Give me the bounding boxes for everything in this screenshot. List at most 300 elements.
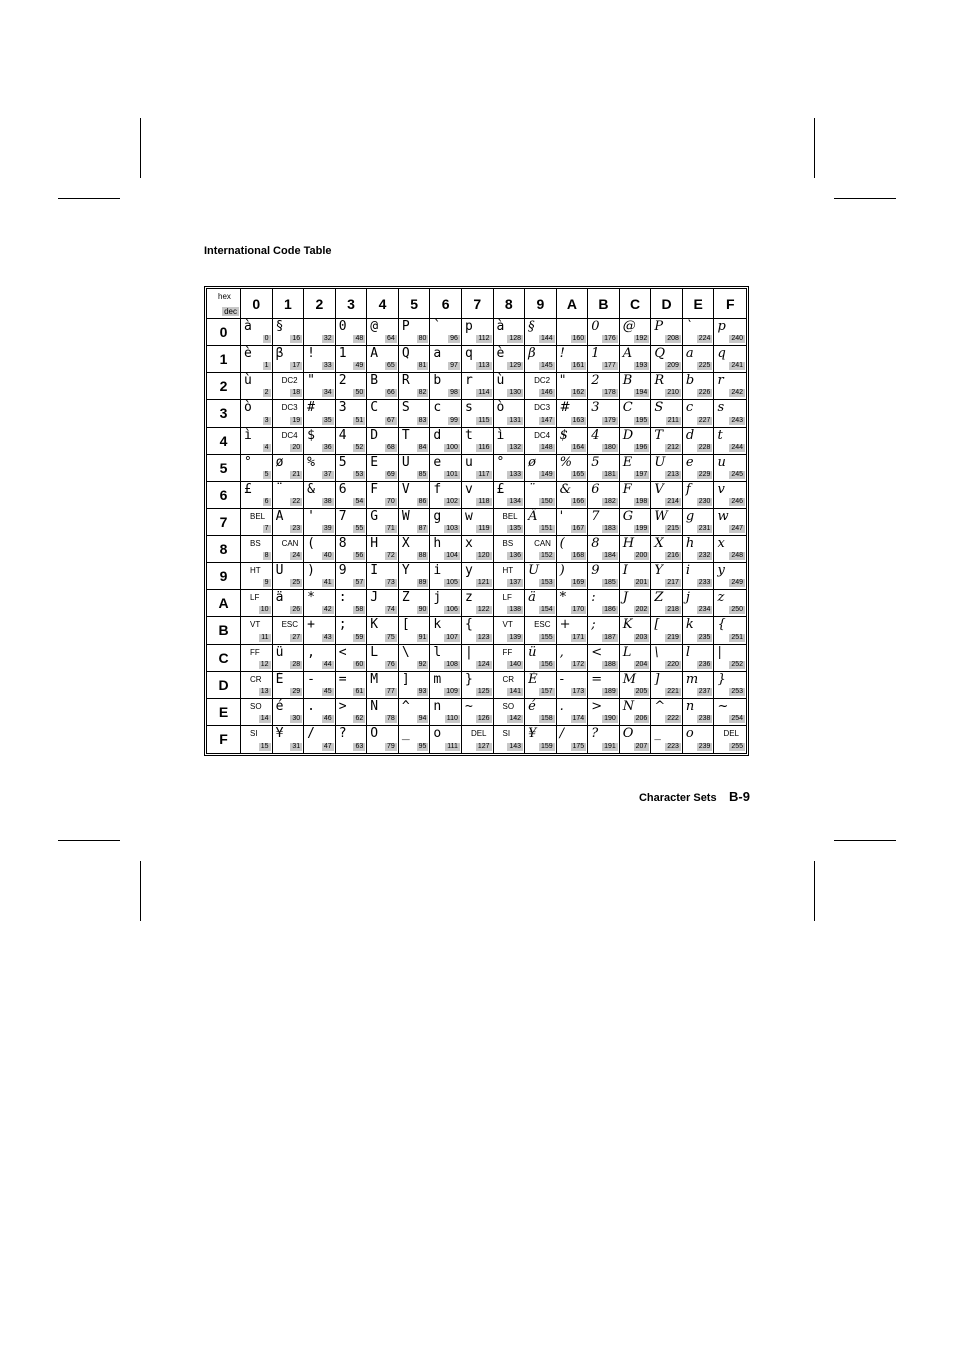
code-cell — [462, 645, 494, 672]
code-cell — [525, 699, 557, 726]
decimal-code: 242 — [731, 389, 743, 397]
code-cell — [683, 617, 715, 644]
code-cell — [557, 319, 589, 346]
code-cell — [557, 726, 589, 753]
decimal-code: 189 — [604, 687, 616, 695]
code-glyph: | — [717, 644, 722, 660]
decimal-code: 108 — [446, 660, 458, 668]
decimal-code: 29 — [292, 687, 301, 695]
code-glyph: Q — [654, 346, 665, 362]
code-glyph: § — [528, 319, 535, 334]
decimal-code: 215 — [667, 525, 679, 532]
decimal-code: 50 — [355, 389, 364, 397]
code-cell — [336, 400, 368, 427]
code-cell — [241, 482, 273, 509]
code-glyph: _ — [654, 725, 661, 741]
decimal-code: 247 — [731, 525, 743, 532]
code-glyph: & — [307, 481, 315, 497]
decimal-code: 161 — [572, 362, 585, 370]
code-glyph: ? — [591, 725, 599, 741]
code-glyph: 9 — [591, 563, 600, 579]
code-cell — [367, 428, 399, 455]
code-glyph: $ — [307, 427, 315, 443]
code-cell — [651, 536, 683, 563]
row-header: 2 — [207, 373, 241, 400]
code-cell — [620, 645, 652, 672]
decimal-code: 181 — [604, 470, 616, 478]
decimal-code: 244 — [731, 443, 743, 451]
code-cell — [588, 726, 620, 753]
code-cell — [336, 699, 368, 726]
code-cell — [430, 699, 462, 726]
code-cell — [620, 617, 652, 644]
decimal-code: 44 — [323, 660, 332, 668]
code-glyph: B — [370, 373, 379, 389]
decimal-code: 173 — [572, 687, 585, 695]
code-glyph: c — [433, 400, 442, 416]
code-glyph: N — [370, 698, 379, 714]
code-cell — [241, 699, 273, 726]
code-glyph: SO — [250, 701, 262, 711]
code-glyph: \ — [654, 644, 659, 660]
code-glyph: P — [654, 319, 664, 334]
code-cell — [651, 319, 683, 346]
decimal-code: 209 — [667, 362, 679, 370]
row-header: E — [207, 699, 241, 726]
decimal-code: 41 — [323, 579, 332, 587]
code-cell — [683, 536, 715, 563]
code-cell — [651, 617, 683, 644]
code-cell — [620, 699, 652, 726]
page-number: B-9 — [729, 789, 750, 804]
code-cell — [525, 428, 557, 455]
code-glyph: BEL — [502, 511, 518, 521]
code-glyph: β — [275, 346, 284, 362]
decimal-code: 120 — [477, 552, 490, 560]
code-glyph: VT — [502, 620, 513, 630]
code-cell — [399, 590, 431, 617]
code-cell — [367, 699, 399, 726]
decimal-code: 185 — [604, 579, 616, 587]
code-cell — [494, 672, 526, 699]
decimal-code: 223 — [667, 743, 679, 750]
decimal-code: 218 — [667, 606, 679, 614]
decimal-code: 73 — [387, 579, 395, 587]
code-cell — [557, 563, 589, 590]
code-glyph: o — [685, 725, 694, 741]
code-glyph: ù — [496, 373, 505, 389]
decimal-code: 17 — [292, 362, 301, 370]
row-header: 9 — [207, 563, 241, 590]
decimal-code: 68 — [387, 443, 395, 451]
code-glyph: b — [433, 373, 442, 389]
code-glyph: / — [559, 725, 565, 741]
decimal-code: 72 — [387, 552, 395, 560]
code-glyph: * — [307, 590, 315, 606]
decimal-code: 103 — [446, 525, 458, 532]
code-cell — [588, 346, 620, 373]
code-glyph: 1 — [591, 346, 600, 362]
code-cell — [714, 536, 746, 563]
decimal-code: 148 — [540, 443, 553, 451]
section-name: Character Sets — [638, 792, 717, 804]
crop-mark — [58, 840, 120, 841]
code-cell — [430, 455, 462, 482]
code-cell — [273, 645, 305, 672]
code-glyph: 6 — [591, 481, 600, 497]
decimal-code: 200 — [635, 552, 648, 560]
code-glyph: ü — [275, 644, 284, 660]
decimal-code: 80 — [418, 335, 427, 343]
code-cell — [525, 455, 557, 482]
column-header: C — [620, 289, 652, 319]
code-glyph: F — [622, 481, 632, 497]
code-glyph: FF — [502, 647, 513, 657]
decimal-code: 199 — [635, 525, 648, 532]
code-cell — [714, 645, 746, 672]
code-glyph: v — [464, 481, 473, 497]
row-header: 8 — [207, 536, 241, 563]
code-glyph: l — [433, 644, 442, 660]
code-cell — [241, 346, 273, 373]
code-glyph: | — [464, 644, 473, 660]
code-cell — [683, 509, 715, 536]
code-cell — [273, 346, 305, 373]
decimal-code: 66 — [387, 389, 395, 397]
code-cell — [430, 726, 462, 753]
code-cell — [399, 509, 431, 536]
code-glyph: } — [717, 671, 726, 687]
code-cell — [273, 672, 305, 699]
code-cell — [399, 455, 431, 482]
code-glyph: p — [464, 319, 473, 334]
decimal-code: 23 — [292, 525, 301, 532]
decimal-code: 40 — [323, 552, 332, 560]
decimal-code: 125 — [477, 687, 490, 695]
code-glyph: b — [685, 373, 695, 389]
decimal-code: 6 — [264, 497, 269, 505]
code-cell — [399, 726, 431, 753]
column-header: 2 — [304, 289, 336, 319]
code-cell — [494, 455, 526, 482]
code-glyph: ø — [275, 454, 284, 470]
decimal-code: 38 — [323, 497, 332, 505]
decimal-code: 57 — [355, 579, 364, 587]
decimal-code: 42 — [323, 606, 332, 614]
code-cell — [525, 563, 557, 590]
code-glyph: $ — [559, 427, 568, 443]
decimal-code: 142 — [509, 714, 522, 722]
code-glyph: R — [401, 373, 410, 389]
decimal-code: 145 — [540, 362, 553, 370]
row-header: 4 — [207, 428, 241, 455]
code-cell — [399, 482, 431, 509]
code-glyph: , — [307, 644, 315, 660]
decimal-code: 229 — [698, 470, 711, 478]
decimal-code: 186 — [604, 606, 616, 614]
code-cell — [683, 346, 715, 373]
code-cell — [620, 536, 652, 563]
decimal-code: 109 — [446, 687, 458, 695]
code-cell — [651, 373, 683, 400]
code-cell — [241, 400, 273, 427]
code-glyph: S — [654, 400, 664, 416]
code-cell — [588, 672, 620, 699]
code-glyph: ~ — [717, 698, 729, 714]
decimal-code: 193 — [635, 362, 648, 370]
code-cell — [620, 346, 652, 373]
code-cell — [557, 672, 589, 699]
code-glyph: c — [685, 400, 694, 416]
decimal-code: 13 — [260, 687, 269, 695]
decimal-code: 92 — [418, 660, 427, 668]
code-glyph: DC4 — [534, 430, 551, 440]
code-cell — [651, 346, 683, 373]
code-glyph: M — [370, 671, 379, 687]
code-cell — [588, 509, 620, 536]
code-glyph: t — [717, 427, 723, 443]
code-glyph: K — [622, 617, 633, 633]
code-glyph: R — [654, 373, 665, 389]
code-glyph: ! — [559, 346, 565, 362]
page-footer — [639, 788, 750, 806]
code-cell — [462, 319, 494, 346]
decimal-code: 208 — [667, 335, 679, 343]
code-cell — [430, 563, 462, 590]
code-glyph: CR — [250, 674, 262, 684]
code-cell — [557, 699, 589, 726]
code-cell — [588, 590, 620, 617]
code-glyph: ) — [559, 563, 565, 579]
code-glyph: r — [464, 373, 473, 389]
code-glyph: C — [370, 400, 379, 416]
decimal-code: 47 — [323, 743, 332, 750]
row-header: 5 — [207, 455, 241, 482]
decimal-code: 201 — [635, 579, 648, 587]
code-glyph: k — [685, 617, 694, 633]
code-glyph: ) — [307, 563, 315, 579]
code-glyph: J — [370, 590, 379, 606]
code-cell — [683, 455, 715, 482]
code-glyph: DC2 — [281, 376, 298, 386]
code-cell — [273, 536, 305, 563]
code-cell — [336, 726, 368, 753]
code-glyph: i — [433, 563, 442, 579]
code-cell — [367, 617, 399, 644]
code-cell — [714, 455, 746, 482]
column-header: B — [588, 289, 620, 319]
decimal-code: 34 — [323, 389, 332, 397]
code-cell — [430, 428, 462, 455]
code-glyph: p — [717, 319, 726, 334]
decimal-code: 163 — [572, 416, 585, 424]
code-glyph: N — [622, 698, 635, 714]
code-glyph: ESC — [534, 620, 551, 630]
code-glyph: T — [654, 427, 663, 443]
code-glyph: + — [307, 617, 315, 633]
decimal-code: 94 — [418, 714, 427, 722]
decimal-code: 165 — [572, 470, 585, 478]
code-glyph: K — [370, 617, 379, 633]
code-glyph: Y — [654, 563, 663, 579]
code-cell — [683, 699, 715, 726]
decimal-code: 252 — [731, 660, 743, 668]
code-cell — [462, 509, 494, 536]
decimal-code: 202 — [635, 606, 648, 614]
decimal-code: 131 — [509, 416, 522, 424]
code-glyph: E — [370, 454, 379, 470]
decimal-code: 116 — [478, 443, 490, 451]
code-cell — [304, 726, 336, 753]
decimal-code: 235 — [698, 633, 711, 641]
decimal-code: 240 — [731, 335, 743, 343]
decimal-code: 35 — [323, 416, 332, 424]
code-glyph: j — [433, 590, 442, 606]
code-cell — [588, 373, 620, 400]
code-glyph: & — [559, 481, 572, 497]
code-glyph: E — [622, 454, 633, 470]
row-header: F — [207, 726, 241, 753]
code-cell — [241, 590, 273, 617]
code-glyph: D — [370, 427, 379, 443]
decimal-code: 249 — [731, 579, 743, 587]
code-glyph: VT — [250, 620, 261, 630]
code-glyph: 0 — [591, 319, 600, 334]
corner-dec-label: dec — [224, 307, 237, 316]
column-header: A — [557, 289, 589, 319]
code-cell — [620, 373, 652, 400]
column-header: 7 — [462, 289, 494, 319]
code-glyph: ° — [496, 454, 505, 470]
decimal-code: 204 — [635, 660, 648, 668]
decimal-code: 222 — [667, 714, 679, 722]
code-glyph: SI — [250, 728, 258, 738]
code-glyph: i — [685, 563, 691, 579]
code-glyph: w — [717, 508, 729, 524]
code-cell — [336, 590, 368, 617]
decimal-code: 90 — [418, 606, 427, 614]
decimal-code: 83 — [418, 416, 427, 424]
code-cell — [620, 509, 652, 536]
code-cell — [304, 400, 336, 427]
code-cell — [273, 400, 305, 427]
decimal-code: 93 — [418, 687, 427, 695]
decimal-code: 61 — [355, 687, 364, 695]
code-glyph: h — [685, 536, 695, 551]
decimal-code: 118 — [478, 497, 490, 505]
decimal-code: 95 — [418, 743, 427, 750]
decimal-code: 184 — [604, 552, 616, 560]
code-glyph: é — [275, 698, 284, 714]
decimal-code: 152 — [540, 552, 553, 560]
code-glyph: j — [685, 590, 690, 606]
code-glyph: e — [433, 454, 442, 470]
decimal-code: 11 — [261, 633, 269, 641]
code-cell — [241, 617, 273, 644]
code-cell — [525, 726, 557, 753]
decimal-code: 127 — [477, 743, 490, 750]
decimal-code: 63 — [355, 743, 364, 750]
decimal-code: 113 — [478, 362, 490, 370]
code-cell — [683, 563, 715, 590]
decimal-code: 169 — [572, 579, 585, 587]
code-glyph: ' — [307, 508, 315, 524]
code-cell — [494, 373, 526, 400]
code-cell — [336, 428, 368, 455]
decimal-code: 86 — [418, 497, 427, 505]
decimal-code: 203 — [635, 633, 648, 641]
code-cell — [336, 672, 368, 699]
code-glyph: g — [685, 508, 695, 524]
code-cell — [336, 563, 368, 590]
decimal-code: 62 — [355, 714, 364, 722]
decimal-code: 110 — [446, 714, 458, 722]
decimal-code: 102 — [446, 497, 458, 505]
code-cell — [714, 400, 746, 427]
code-cell — [588, 536, 620, 563]
code-cell — [430, 346, 462, 373]
row-header: D — [207, 672, 241, 699]
code-glyph: ò — [244, 400, 252, 416]
decimal-code: 236 — [698, 660, 711, 668]
row-header: C — [207, 645, 241, 672]
code-glyph: DEL — [723, 728, 739, 738]
code-glyph: Z — [401, 590, 410, 606]
code-glyph: Ü — [275, 563, 284, 579]
code-cell — [651, 428, 683, 455]
code-glyph: è — [244, 346, 252, 362]
code-glyph: T — [401, 427, 410, 443]
decimal-code: 154 — [540, 606, 553, 614]
code-glyph: ESC — [281, 620, 299, 630]
code-glyph: m — [685, 671, 699, 687]
decimal-code: 25 — [292, 579, 301, 587]
code-glyph: . — [307, 698, 315, 714]
code-glyph: ' — [559, 508, 564, 524]
code-cell — [525, 672, 557, 699]
crop-mark — [58, 198, 120, 199]
code-glyph: X — [401, 536, 410, 551]
code-cell — [367, 536, 399, 563]
code-table-grid — [207, 289, 746, 753]
decimal-code: 4 — [264, 443, 269, 451]
row-header: 6 — [207, 482, 241, 509]
code-cell — [714, 319, 746, 346]
decimal-code: 210 — [667, 389, 679, 397]
code-glyph: V — [654, 481, 664, 497]
code-cell — [367, 455, 399, 482]
code-cell — [304, 563, 336, 590]
code-cell — [588, 400, 620, 427]
code-glyph: " — [559, 373, 566, 389]
decimal-code: 190 — [604, 714, 616, 722]
code-cell — [683, 726, 715, 753]
code-cell — [557, 590, 589, 617]
code-glyph: @ — [622, 319, 636, 334]
decimal-code: 254 — [731, 714, 743, 722]
code-cell — [525, 319, 557, 346]
code-glyph: % — [559, 454, 572, 470]
code-cell — [304, 699, 336, 726]
decimal-code: 18 — [292, 389, 301, 397]
code-cell — [525, 617, 557, 644]
code-glyph: I — [622, 563, 628, 579]
code-cell — [430, 482, 462, 509]
code-cell — [620, 400, 652, 427]
decimal-code: 205 — [635, 687, 648, 695]
code-cell — [304, 482, 336, 509]
code-cell — [336, 617, 368, 644]
